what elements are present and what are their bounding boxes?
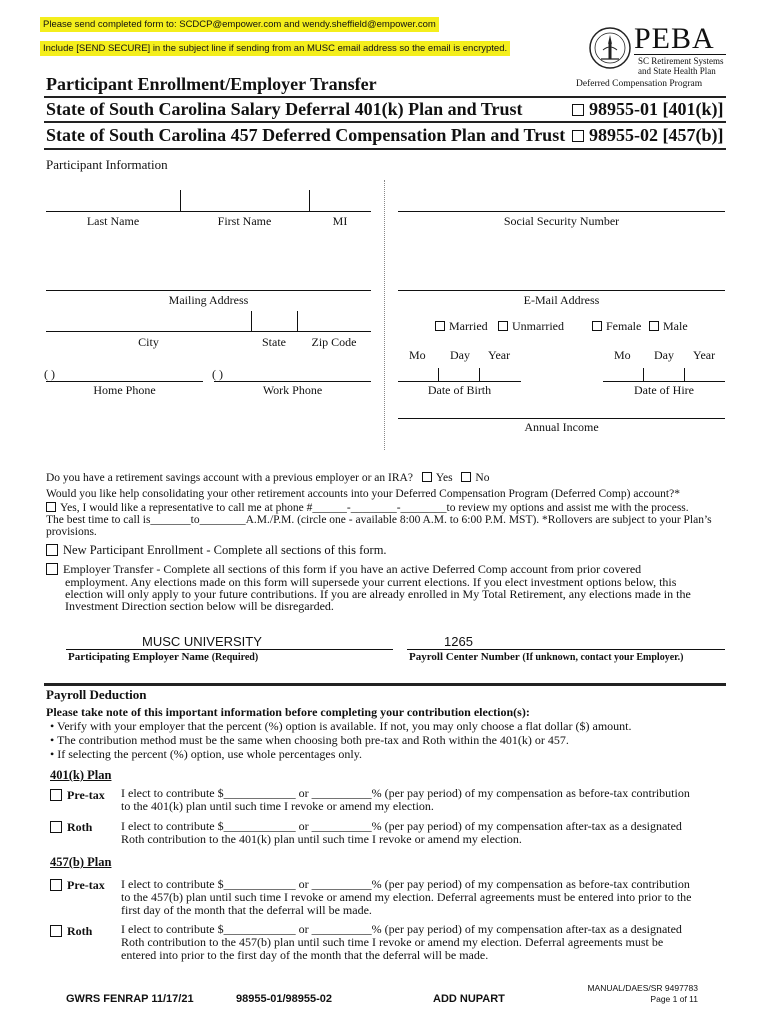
list-item: • The contribution method must be the same when choosing both pre-tax and Roth within the 401(k) or 457. — [50, 733, 569, 747]
k-roth-option[interactable]: Roth — [50, 820, 92, 835]
k-pretax-text: I elect to contribute $____________ or __________% (per pay period) of my compensation as before-tax contribution to the 401(k) plan until such time I revoke or amend my election. — [121, 786, 690, 813]
doh-year-label: Year — [693, 348, 716, 362]
b-roth-text: I elect to contribute $____________ or __________% (per pay period) of my compensation after-tax as a designated Roth contribution to the 457(b) plan until such time I revoke or amend my election. Deferral agreements must be entered into prior to the first day of the month that the deferral will be made. — [121, 922, 682, 962]
section-divider — [44, 683, 726, 686]
logo-name: PEBA — [634, 22, 715, 55]
notice-line-1: Please send completed form to: SCDCP@empower.com and wendy.sheffield@empower.com — [40, 17, 439, 32]
payroll-center-field[interactable] — [407, 649, 725, 650]
plan-457-title: State of South Carolina 457 Deferred Compensation Plan and Trust — [46, 125, 566, 145]
last-name-label: Last Name — [86, 214, 140, 228]
dob-field[interactable] — [398, 381, 521, 382]
participant-section-label: Participant Information — [46, 157, 168, 172]
logo-sub-2: and State Health Plan — [638, 66, 716, 76]
doh-day-label: Day — [654, 348, 674, 362]
checkbox-icon[interactable] — [50, 789, 62, 801]
k-pretax-option[interactable]: Pre-tax — [50, 788, 105, 803]
work-phone-paren: ( ) — [212, 367, 223, 381]
work-phone-label: Work Phone — [262, 383, 323, 397]
dob-label: Date of Birth — [427, 383, 492, 397]
b-roth-option[interactable]: Roth — [50, 924, 92, 939]
footer-plan-ids: 98955-01/98955-02 — [236, 993, 333, 1005]
first-name-label: First Name — [217, 214, 272, 228]
form-title: Participant Enrollment/Employer Transfer — [46, 74, 377, 94]
peba-logo — [576, 22, 728, 92]
email-label: E-Mail Address — [523, 293, 600, 307]
checkbox-icon[interactable] — [649, 321, 659, 331]
employer-transfer-option[interactable]: Employer Transfer - Complete all sections of this form if you have an active Deferred Comp account from prior covered employment. Any elections made on this form will supersede your current elections. If you elect investment options below, this election will only apply to your future contributions. If you are already enrolled in My Total Retirement, any elections made in the Investment Direction section below will be disregarded. — [46, 563, 691, 612]
checkbox-icon[interactable] — [50, 925, 62, 937]
ssn-field[interactable] — [398, 211, 725, 212]
employer-name-label: Participating Employer Name (Required) — [68, 651, 259, 663]
new-enrollment-option[interactable]: New Participant Enrollment - Complete all sections of this form. — [46, 543, 387, 558]
previous-account-question: Do you have a retirement savings account with a previous employer or an IRA? Yes No — [46, 472, 490, 484]
state-label: State — [262, 335, 286, 349]
payroll-bullets — [50, 719, 631, 761]
state-seal-icon — [588, 26, 632, 70]
k-roth-text: I elect to contribute $____________ or __________% (per pay period) of my compensation after-tax as a designated Roth contribution to the 401(k) plan until such time I revoke or amend my election. — [121, 819, 682, 846]
mi-label: MI — [332, 214, 348, 228]
dob-mo-label: Mo — [409, 348, 426, 362]
married-option[interactable]: Married — [435, 319, 488, 334]
female-option[interactable]: Female — [592, 319, 641, 334]
checkbox-icon[interactable] — [572, 104, 584, 116]
checkbox-icon[interactable] — [592, 321, 602, 331]
home-phone-label: Home Phone — [93, 383, 156, 397]
dob-day-label: Day — [450, 348, 470, 362]
city-label: City — [138, 335, 159, 349]
home-phone-field[interactable] — [46, 381, 203, 382]
checkbox-icon[interactable] — [50, 879, 62, 891]
plan-457-option[interactable]: 98955-02 [457(b)] — [572, 125, 723, 146]
checkbox-icon[interactable] — [435, 321, 445, 331]
employer-name-value[interactable]: MUSC UNIVERSITY — [142, 634, 262, 649]
b-pretax-text: I elect to contribute $____________ or __________% (per pay period) of my compensation as before-tax contribution to the 457(b) plan until such time I revoke or amend my election. Deferral agreements must be entered into prior to the first day of the month that the deferral will be made. — [121, 877, 692, 917]
email-field[interactable] — [398, 290, 725, 291]
best-time-text: The best time to call is_______to________A.M./P.M. (circle one - available 8:00 A.M. to 6:00 P.M. MST). *Rollovers are subject to your Plan’s — [46, 514, 712, 526]
plan-401k-option[interactable]: 98955-01 [401(k)] — [572, 99, 723, 120]
divider — [44, 96, 726, 98]
checkbox-icon[interactable] — [46, 563, 58, 575]
footer-page: Page 1 of 11 — [650, 994, 698, 1004]
doh-field[interactable] — [603, 381, 725, 382]
footer-form-id: GWRS FENRAP 11/17/21 — [66, 993, 194, 1005]
mailing-address-field[interactable] — [46, 290, 371, 291]
name-field[interactable] — [46, 211, 371, 212]
checkbox-icon[interactable] — [46, 502, 56, 512]
plan-401k-title: State of South Carolina Salary Deferral 401(k) Plan and Trust — [46, 99, 523, 119]
payroll-heading: Payroll Deduction — [46, 687, 147, 702]
checkbox-icon[interactable] — [50, 821, 62, 833]
logo-sub-3: Deferred Compensation Program — [576, 79, 703, 89]
annual-income-label: Annual Income — [524, 420, 599, 434]
footer-manual: MANUAL/DAES/SR 9497783 — [587, 983, 698, 993]
checkbox-icon[interactable] — [46, 544, 58, 556]
notice-line-2: Include [SEND SECURE] in the subject line if sending from an MUSC email address so the email is encrypted. — [40, 41, 510, 56]
annual-income-field[interactable] — [398, 418, 725, 419]
employer-name-field[interactable] — [66, 649, 393, 650]
payroll-center-label: Payroll Center Number (If unknown, contact your Employer.) — [409, 651, 684, 663]
home-phone-paren: ( ) — [44, 367, 55, 381]
checkbox-icon[interactable] — [498, 321, 508, 331]
b-pretax-option[interactable]: Pre-tax — [50, 878, 105, 893]
checkbox-icon[interactable] — [422, 472, 432, 482]
divider — [44, 148, 726, 150]
payroll-note-heading: Please take note of this important information before completing your contribution election(s): — [46, 705, 530, 719]
footer-code: ADD NUPART — [433, 993, 505, 1005]
payroll-center-value[interactable]: 1265 — [444, 634, 473, 649]
doh-label: Date of Hire — [634, 383, 694, 397]
work-phone-field[interactable] — [214, 381, 371, 382]
list-item: • If selecting the percent (%) option, use whole percentages only. — [50, 747, 362, 761]
dob-year-label: Year — [488, 348, 511, 362]
city-state-zip-field[interactable] — [46, 331, 371, 332]
unmarried-option[interactable]: Unmarried — [498, 319, 564, 334]
doh-mo-label: Mo — [614, 348, 631, 362]
checkbox-icon[interactable] — [461, 472, 471, 482]
best-time-text-2: provisions. — [46, 526, 97, 538]
male-option[interactable]: Male — [649, 319, 688, 334]
checkbox-icon[interactable] — [572, 130, 584, 142]
zip-label: Zip Code — [311, 335, 357, 349]
list-item: • Verify with your employer that the percent (%) option is available. If not, you may only choose a flat dollar ($) amount. — [50, 719, 632, 733]
ssn-label: Social Security Number — [503, 214, 620, 228]
consolidate-question: Would you like help consolidating your other retirement accounts into your Deferred Compensation Program (Deferred Comp) account?* — [46, 488, 680, 500]
mailing-address-label: Mailing Address — [168, 293, 249, 307]
call-request-option[interactable]: Yes, I would like a representative to call me at phone #______-________-________to review my options and assist me with the process. — [46, 502, 689, 514]
plan-401k-heading: 401(k) Plan — [50, 768, 112, 782]
plan-457-heading: 457(b) Plan — [50, 855, 112, 869]
logo-sub-1: SC Retirement Systems — [638, 56, 724, 66]
divider — [44, 121, 726, 123]
